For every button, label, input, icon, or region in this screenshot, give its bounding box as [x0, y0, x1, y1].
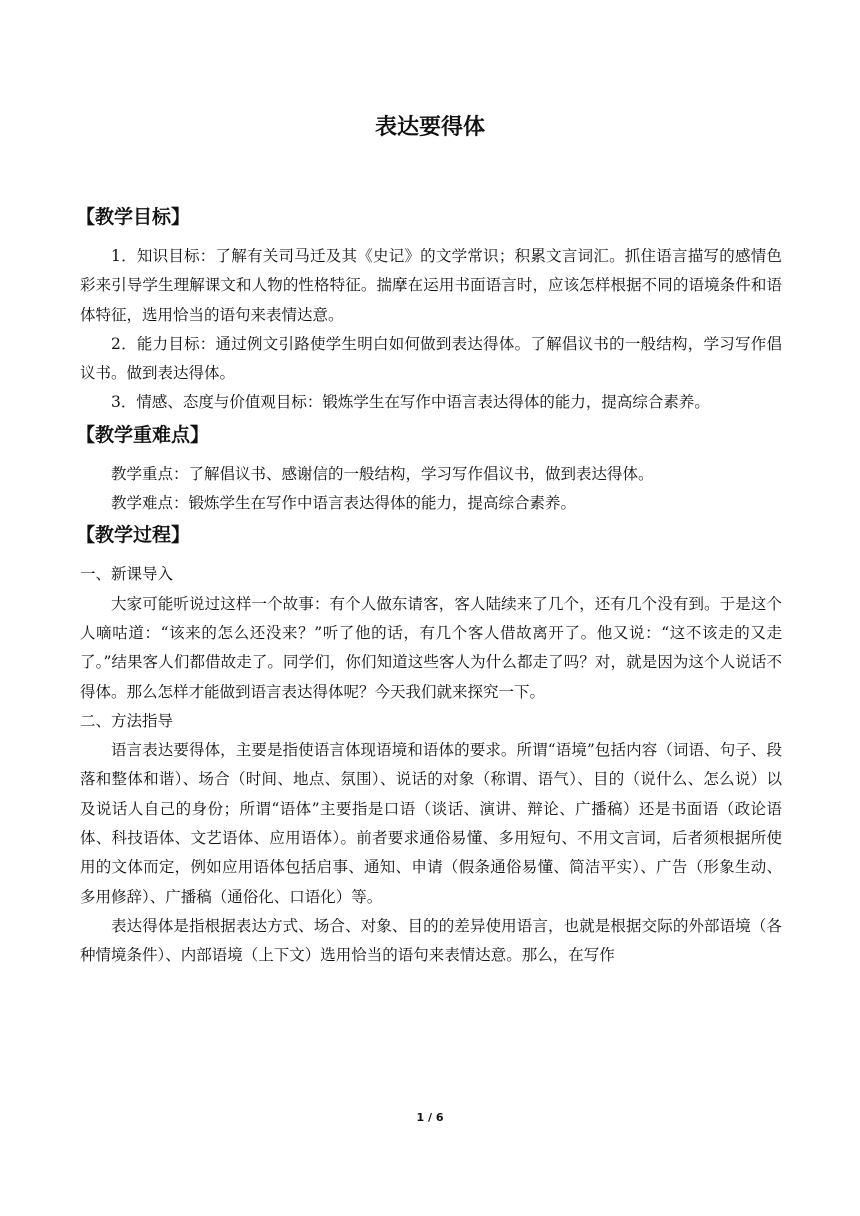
- document-body: [76, 200, 782, 971]
- key-point: 教学重点：了解倡议书、感谢信的一般结构，学习写作倡议书，做到表达得体。: [111, 464, 654, 483]
- method-paragraph-1: 语言表达要得体，主要是指使语言体现语境和语体的要求。所谓“语境”包括内容（词语、句子、段落和整体和谐）、场合（时间、地点、氛围）、说话的对象（称谓、语气）、目的（说什么、怎么说）以及说话人自己的身份；所谓“语体”主要指是口语（谈话、演讲、辩论、广播稿）还是书面语（政论语体、科技语体、文艺语体、应用语体）。前者要求通俗易懂、多用短句、不用文言词，后者须根据所使用的文体而定，例如应用语体包括启事、通知、申请（假条通俗易懂、简洁平实）、广告（形象生动、多用修辞）、广播稿（通俗化、口语化）等。: [80, 741, 782, 906]
- section-heading-key-points: 【教学重难点】: [76, 423, 210, 446]
- document-title: 表达要得体: [374, 115, 485, 140]
- method-paragraph-2: 表达得体是指根据表达方式、场合、对象、目的的差异使用语言，也就是根据交际的外部语境（各种情境条件）、内部语境（上下文）选用恰当的语句来表情达意。那么，在写作: [80, 916, 782, 965]
- section-heading-objectives: 【教学目标】: [76, 206, 191, 228]
- subsection-heading-method: 二、方法指导: [80, 711, 174, 730]
- subsection-heading-intro: 一、新课导入: [80, 565, 174, 584]
- page-number: 1 / 6: [416, 1111, 444, 1124]
- objective-attitude: 3．情感、态度与价值观目标：锻炼学生在写作中语言表达得体的能力，提高综合素养。: [111, 393, 710, 412]
- section-heading-process: 【教学过程】: [76, 524, 191, 547]
- objective-knowledge: 1．知识目标：了解有关司马迁及其《史记》的文学常识；积累文言词汇。抓住语言描写的感情色彩来引导学生理解课文和人物的性格特征。揣摩在运用书面语言时，应该怎样根据不同的语境条件和语体特征，选用恰当的语句来表情达意。: [80, 247, 782, 324]
- difficult-point: 教学难点：锻炼学生在写作中语言表达得体的能力，提高综合素养。: [111, 494, 577, 513]
- objective-ability: 2．能力目标：通过例文引路使学生明白如何做到表达得体。了解倡议书的一般结构，学习写作倡议书。做到表达得体。: [80, 334, 782, 383]
- intro-paragraph: 大家可能听说过这样一个故事：有个人做东请客，客人陆续来了几个，还有几个没有到。于是这个人嘀咕道：“该来的怎么还没来？”听了他的话，有几个客人借故离开了。他又说：“这不该走的又走了。”结果客人们都借故走了。同学们，你们知道这些客人为什么都走了吗？对，就是因为这个人说话不得体。那么怎样才能做到语言表达得体呢？今天我们就来探究一下。: [80, 594, 782, 701]
